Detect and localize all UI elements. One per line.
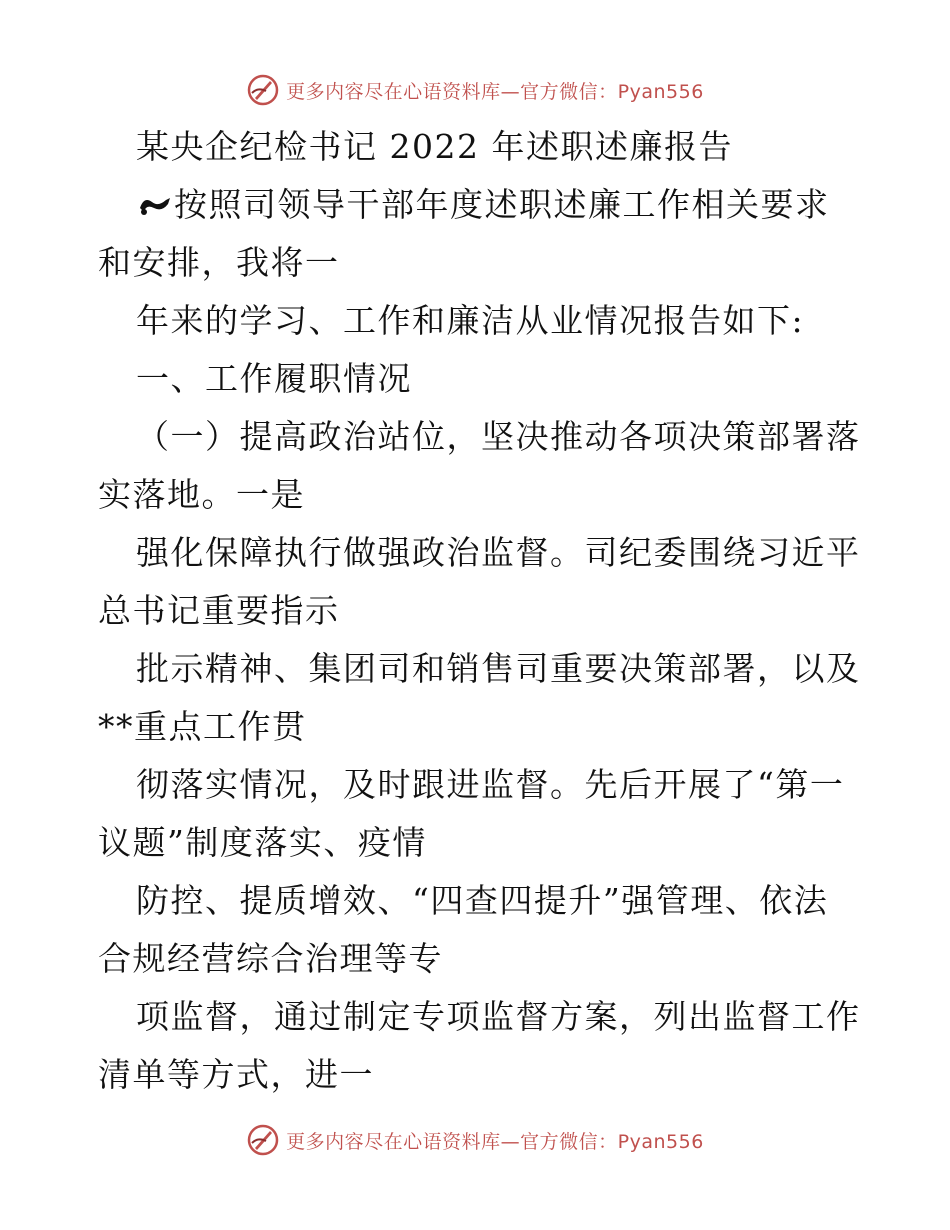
- paragraph-line: 批示精神、集团司和销售司重要决策部署，以及: [136, 649, 861, 688]
- quill-logo-icon: [246, 1123, 280, 1157]
- quill-logo-icon: [246, 73, 280, 107]
- section-heading: 一、工作履职情况: [136, 359, 412, 398]
- paragraph-line: 清单等方式，进一: [98, 1055, 374, 1094]
- paragraph-line: 总书记重要指示: [98, 591, 340, 630]
- subsection-heading: （一）提高政治站位，坚决推动各项决策部署落: [136, 417, 861, 456]
- watermark-text: 更多内容尽在心语资料库—官方微信：Pyan556: [286, 1130, 704, 1153]
- paragraph-line: 彻落实情况，及时跟进监督。先后开展了“第一: [136, 765, 845, 804]
- paragraph-line: 合规经营综合治理等专: [98, 939, 443, 978]
- paragraph-line: [98, 176, 858, 234]
- ornament-bullet-icon: [136, 190, 174, 220]
- paragraph-line: **重点工作贯: [98, 707, 307, 746]
- paragraph-line: 和安排，我将一: [98, 243, 340, 282]
- paragraph-line: 防控、提质增效、“四查四提升”强管理、依法: [136, 881, 829, 920]
- watermark-footer: [0, 1120, 950, 1160]
- paragraph-line: 年来的学习、工作和廉洁从业情况报告如下:: [136, 301, 805, 340]
- paragraph-line: 实落地。一是: [98, 475, 305, 514]
- paragraph-line-text: 按照司领导干部年度述职述廉工作相关要求: [174, 185, 830, 224]
- document-body: [98, 118, 861, 1104]
- paragraph-line: 项监督，通过制定专项监督方案，列出监督工作: [136, 997, 861, 1036]
- paragraph-line: 议题”制度落实、疫情: [98, 823, 427, 862]
- paragraph-line: 强化保障执行做强政治监督。司纪委围绕习近平: [136, 533, 861, 572]
- watermark-header: [0, 70, 950, 110]
- watermark-text: 更多内容尽在心语资料库—官方微信：Pyan556: [286, 80, 704, 103]
- document-title: 某央企纪检书记 2022 年述职述廉报告: [136, 127, 733, 166]
